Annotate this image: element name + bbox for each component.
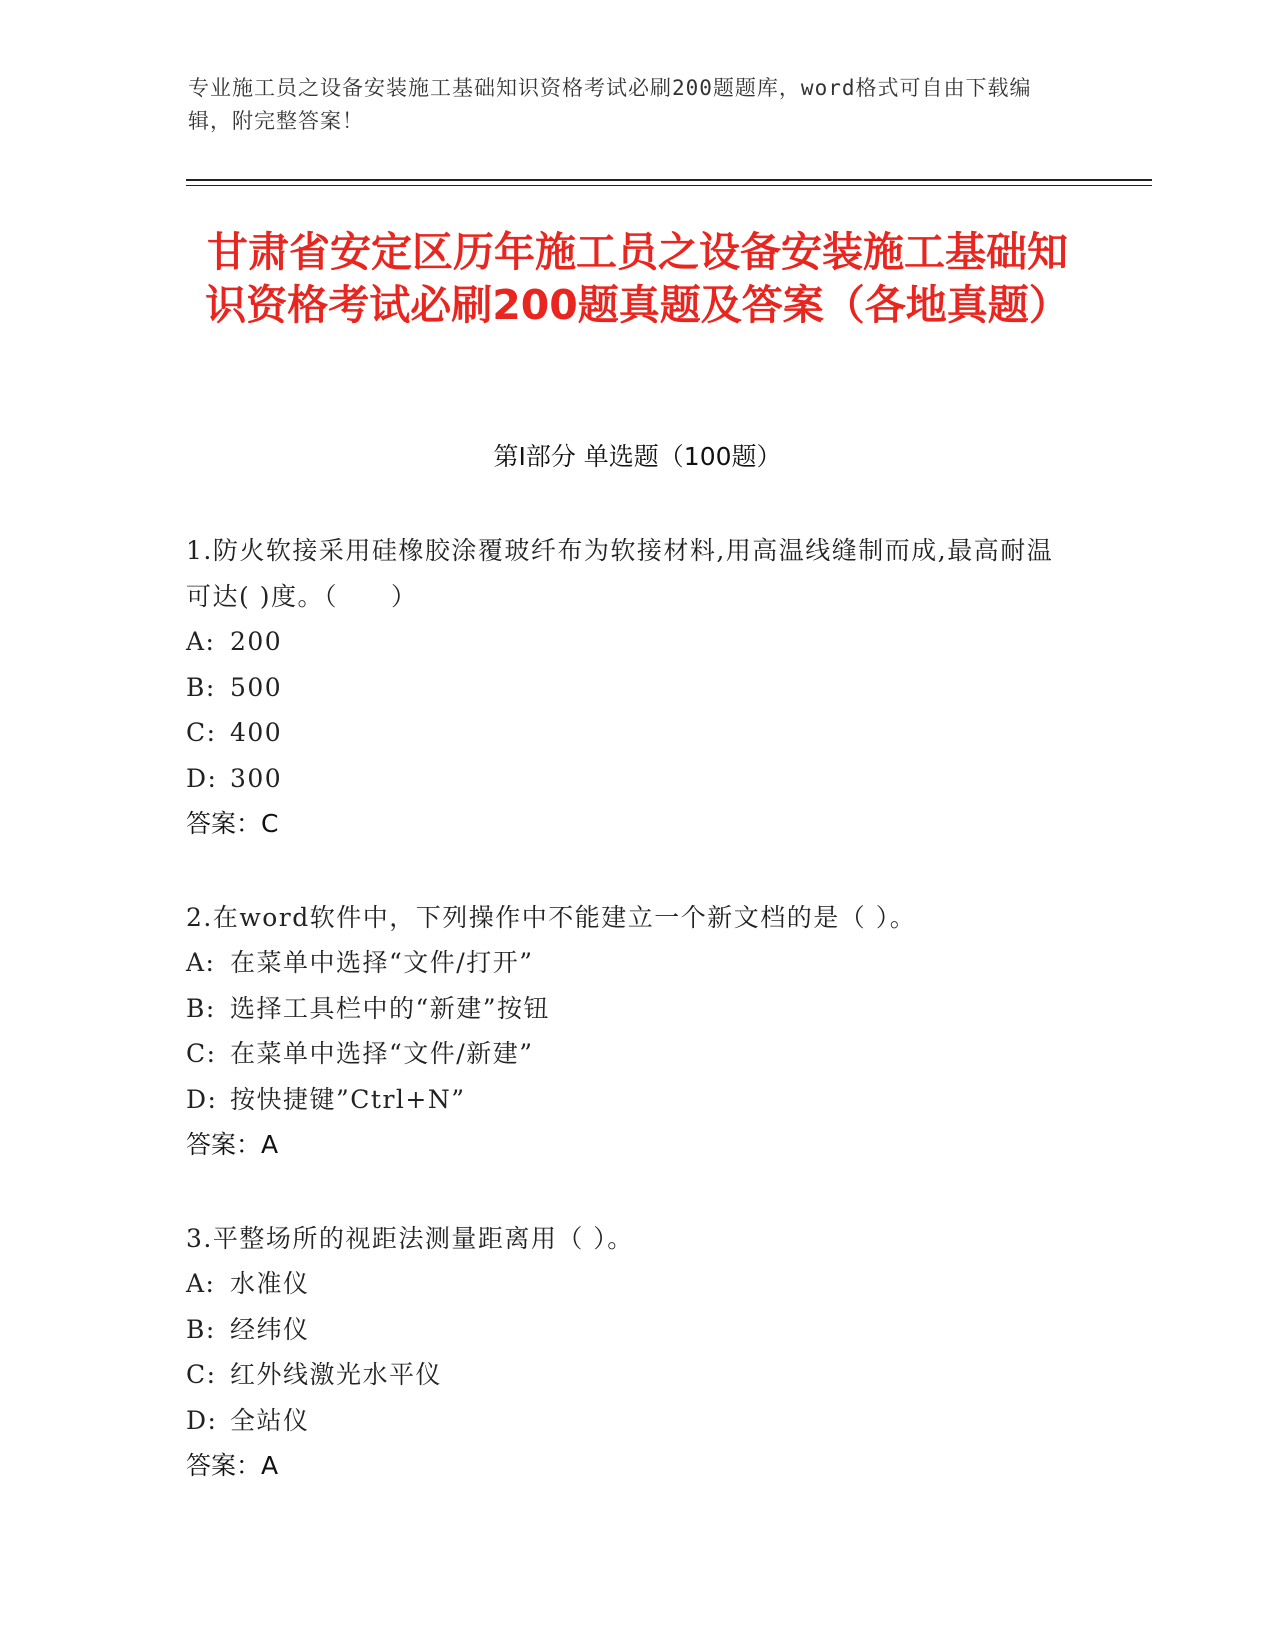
option-a	[186, 1261, 1076, 1307]
option-text: 400	[230, 718, 283, 747]
option-letter: C:	[186, 1360, 217, 1389]
option-text: 红外线激光水平仪	[230, 1360, 443, 1389]
option-letter: D:	[186, 763, 218, 793]
option-text: 全站仪	[230, 1405, 310, 1435]
answer-label: 答案：	[186, 809, 262, 838]
option-a	[186, 940, 1076, 986]
question-1	[186, 528, 1076, 847]
option-c	[186, 1031, 1076, 1077]
option-letter: B:	[186, 993, 216, 1023]
question-stem: 2.在word软件中，下列操作中不能建立一个新文档的是（ ）。	[186, 902, 917, 932]
option-a	[186, 619, 1076, 665]
option-d	[186, 1077, 1076, 1123]
header-divider-thick	[186, 179, 1152, 181]
option-c	[186, 1352, 1076, 1398]
answer-line	[186, 1122, 1076, 1168]
option-letter: D:	[186, 1084, 218, 1114]
answer-line	[186, 1443, 1076, 1489]
answer-value: A	[261, 1451, 279, 1480]
option-d	[186, 1398, 1076, 1444]
answer-value: A	[261, 1130, 279, 1159]
option-b	[186, 986, 1076, 1032]
section-title: 第Ⅰ部分 单选题（100题）	[493, 442, 782, 471]
option-letter: B:	[186, 1314, 216, 1344]
option-b	[186, 665, 1076, 711]
option-letter: A:	[186, 627, 216, 656]
option-text: 按快捷键”Ctrl+N”	[230, 1084, 466, 1114]
option-letter: B:	[186, 672, 216, 702]
header-note: 专业施工员之设备安装施工基础知识资格考试必刷200题题库，word格式可自由下载编辑，附完整答案！	[188, 76, 1032, 133]
option-letter: A:	[186, 1269, 216, 1298]
question-stem: 1.防火软接采用硅橡胶涂覆玻纤布为软接材料,用高温线缝制而成,最高耐温可达( )度。（ ）	[186, 536, 1054, 611]
option-letter: C:	[186, 718, 217, 747]
answer-line	[186, 801, 1076, 847]
option-text: 在菜单中选择“文件/新建”	[230, 1039, 534, 1068]
option-letter: D:	[186, 1405, 218, 1435]
answer-label: 答案：	[186, 1130, 262, 1159]
question-list	[186, 528, 1076, 1537]
option-text: 300	[230, 763, 283, 793]
option-text: 选择工具栏中的“新建”按钮	[230, 993, 551, 1023]
option-text: 经纬仪	[230, 1314, 310, 1344]
option-text: 200	[230, 627, 283, 656]
option-text: 500	[230, 672, 283, 702]
option-text: 水准仪	[230, 1269, 310, 1298]
header-divider-thin	[186, 185, 1152, 186]
document-title: 甘肃省安定区历年施工员之设备安装施工基础知识资格考试必刷200题真题及答案（各地真题）	[205, 228, 1070, 329]
answer-value: C	[261, 809, 279, 838]
option-letter: A:	[186, 948, 216, 977]
option-c	[186, 710, 1076, 756]
option-text: 在菜单中选择“文件/打开”	[230, 948, 534, 977]
option-d	[186, 756, 1076, 802]
question-3	[186, 1216, 1076, 1489]
question-stem: 3.平整场所的视距法测量距离用（ ）。	[186, 1223, 634, 1253]
option-b	[186, 1307, 1076, 1353]
option-letter: C:	[186, 1039, 217, 1068]
answer-label: 答案：	[186, 1451, 262, 1480]
question-2	[186, 895, 1076, 1168]
